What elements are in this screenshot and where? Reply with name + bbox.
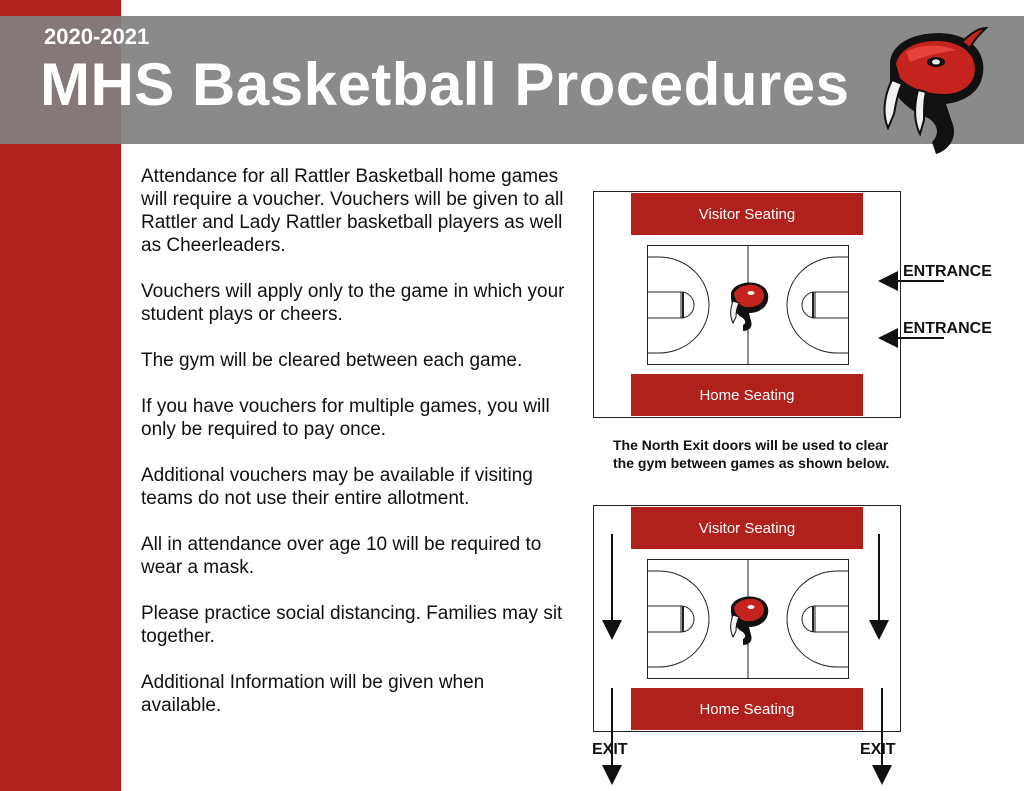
exit-label-right: EXIT — [860, 741, 896, 758]
paragraph-multiple-games: If you have vouchers for multiple games, you will only be required to pay once. — [141, 396, 550, 440]
visitor-seating: Visitor Seating — [631, 193, 863, 235]
paragraph-vouchers: Attendance for all Rattler Basketball home games will require a voucher. Vouchers will be given to all Rattler and Lady Rattler basketball players as well as Cheerleaders. — [141, 166, 564, 256]
basketball-court — [647, 245, 849, 365]
entrance-label-1: ENTRANCE — [903, 263, 992, 280]
season-year: 2020-2021 — [44, 24, 150, 49]
paragraph-additional-info: Additional Information will be given when available. — [141, 672, 485, 716]
entrance-label-2: ENTRANCE — [903, 320, 992, 337]
paragraph-voucher-scope: Vouchers will apply only to the game in which your student plays or cheers. — [141, 281, 565, 325]
basketball-court — [647, 559, 849, 679]
gym-diagram-exit — [593, 505, 901, 732]
paragraph-additional-vouchers: Additional vouchers may be available if visiting teams do not use their entire allotment. — [141, 465, 533, 509]
paragraph-distancing: Please practice social distancing. Families may sit together. — [141, 603, 563, 647]
north-exit-note: The North Exit doors will be used to clear the gym between games as shown below. — [613, 437, 890, 471]
paragraph-gym-cleared: The gym will be cleared between each game. — [141, 350, 523, 371]
exit-label-left: EXIT — [592, 741, 628, 758]
home-seating: Home Seating — [631, 688, 863, 730]
rattlesnake-logo-icon — [862, 22, 992, 160]
home-seating: Home Seating — [631, 374, 863, 416]
visitor-seating: Visitor Seating — [631, 507, 863, 549]
procedure-text — [141, 165, 566, 740]
paragraph-mask: All in attendance over age 10 will be required to wear a mask. — [141, 534, 542, 578]
page-title: MHS Basketball Procedures — [40, 51, 850, 118]
gym-diagram-entrance — [593, 191, 901, 418]
